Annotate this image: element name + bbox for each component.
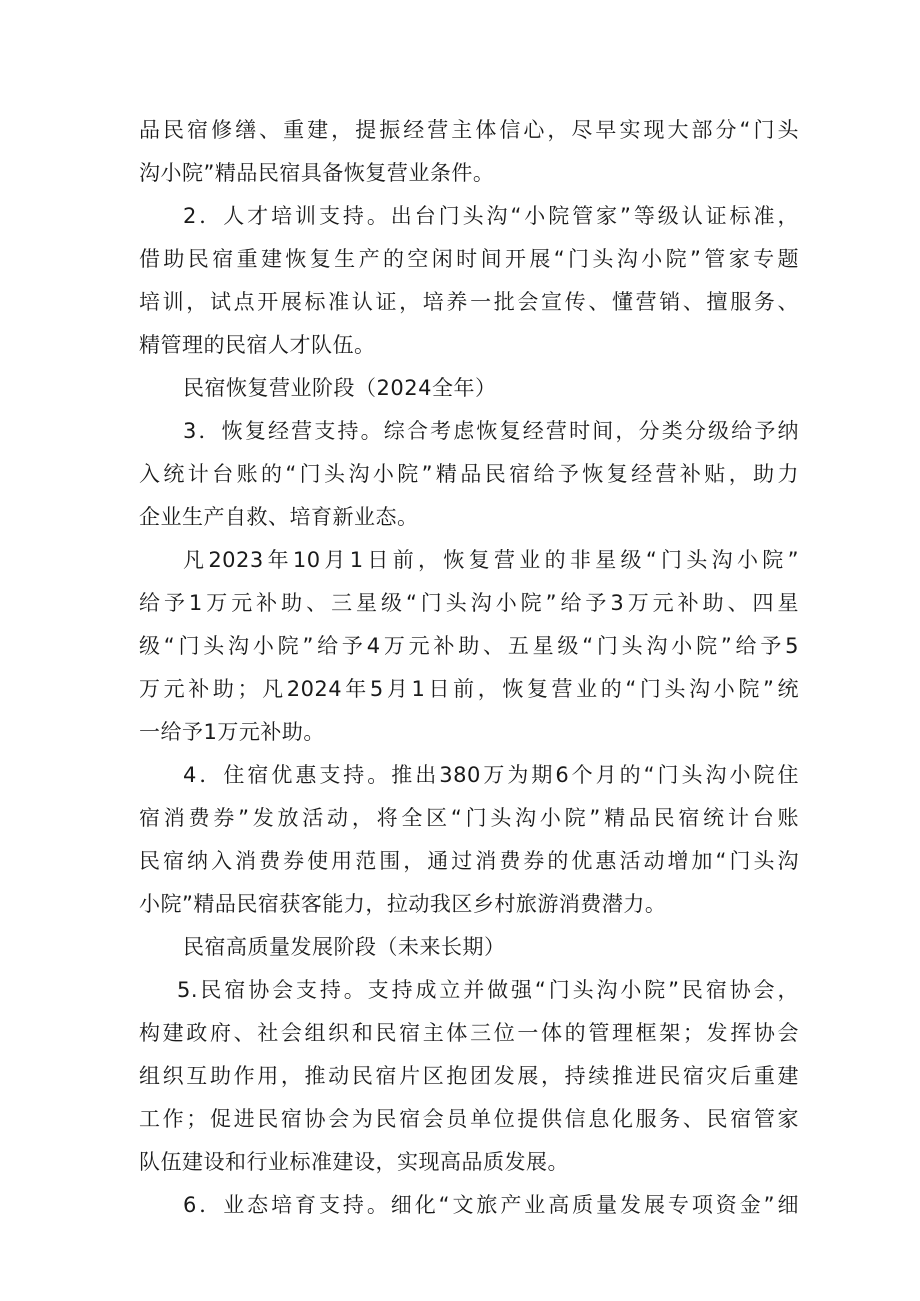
paragraph-line: 3．恢复经营支持。综合考虑恢复经营时间，分类分级给予纳	[183, 419, 799, 443]
paragraph-line: 凡2023年10月1日前，恢复营业的非星级“门头沟小院”	[183, 548, 799, 572]
paragraph-line: 4．住宿优惠支持。推出380万为期6个月的“门头沟小院住	[183, 763, 799, 787]
paragraph-line: 企业生产自救、培育新业态。	[139, 505, 419, 529]
paragraph-line: 2．人才培训支持。出台门头沟“小院管家”等级认证标准，	[183, 204, 799, 228]
paragraph-line: 宿消费券”发放活动，将全区“门头沟小院”精品民宿统计台账	[139, 806, 799, 830]
paragraph-line: 工作；促进民宿协会为民宿会员单位提供信息化服务、民宿管家	[139, 1107, 799, 1131]
paragraph-line: 培训，试点开展标准认证，培养一批会宣传、懂营销、擅服务、	[139, 290, 799, 314]
section-heading: 民宿恢复营业阶段（2024全年）	[183, 376, 497, 400]
paragraph-line: 级“门头沟小院”给予4万元补助、五星级“门头沟小院”给予5	[139, 634, 799, 658]
paragraph-line: 万元补助；凡2024年5月1日前，恢复营业的“门头沟小院”统	[139, 677, 799, 701]
section-heading: 民宿高质量发展阶段（未来长期）	[183, 935, 506, 959]
paragraph-line: 一给予1万元补助。	[139, 720, 325, 744]
paragraph-line: 民宿纳入消费券使用范围，通过消费券的优惠活动增加“门头沟	[139, 849, 799, 873]
paragraph-line: 构建政府、社会组织和民宿主体三位一体的管理框架；发挥协会	[139, 1021, 799, 1045]
paragraph-line: 队伍建设和行业标准建设，实现高品质发展。	[139, 1150, 569, 1174]
paragraph-line: 入统计台账的“门头沟小院”精品民宿给予恢复经营补贴，助力	[139, 462, 799, 486]
paragraph-line: 5.民宿协会支持。支持成立并做强“门头沟小院”民宿协会，	[177, 978, 799, 1002]
paragraph-line: 6．业态培育支持。细化“文旅产业高质量发展专项资金”细	[183, 1193, 799, 1217]
paragraph-line: 小院”精品民宿获客能力，拉动我区乡村旅游消费潜力。	[139, 892, 667, 916]
paragraph-line: 品民宿修缮、重建，提振经营主体信心，尽早实现大部分“门头	[139, 118, 799, 142]
paragraph-line: 精管理的民宿人才队伍。	[139, 333, 376, 357]
paragraph-line: 组织互助作用，推动民宿片区抱团发展，持续推进民宿灾后重建	[139, 1064, 799, 1088]
paragraph-line: 借助民宿重建恢复生产的空闲时间开展“门头沟小院”管家专题	[139, 247, 799, 271]
paragraph-line: 给予1万元补助、三星级“门头沟小院”给予3万元补助、四星	[139, 591, 799, 615]
paragraph-line: 沟小院”精品民宿具备恢复营业条件。	[139, 161, 495, 185]
